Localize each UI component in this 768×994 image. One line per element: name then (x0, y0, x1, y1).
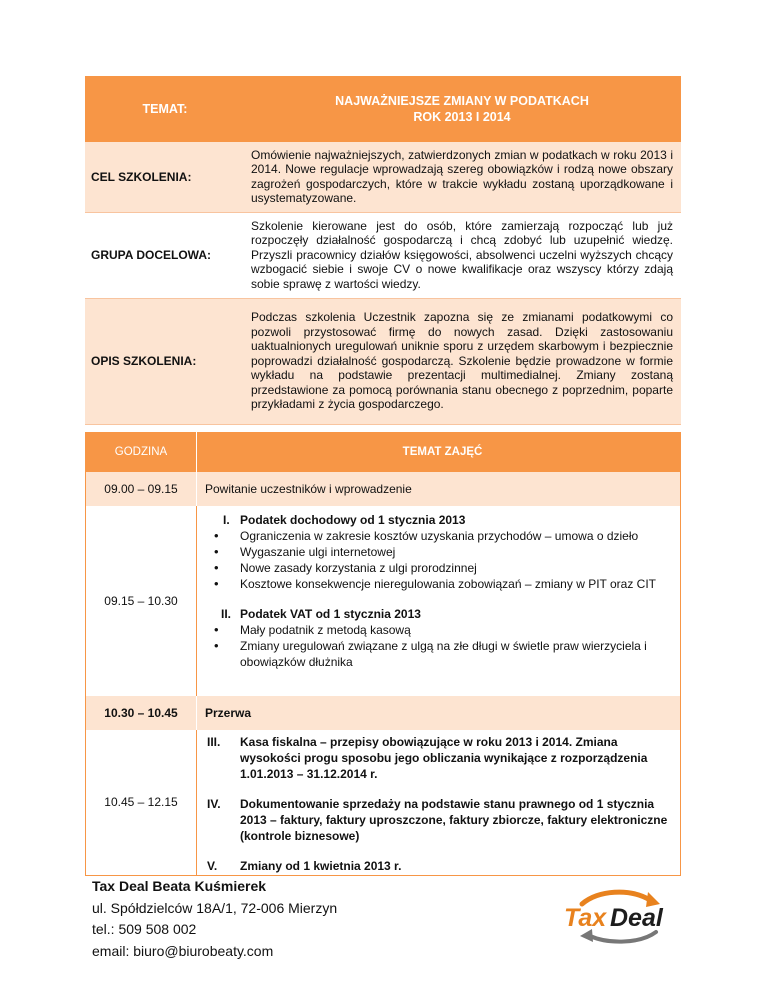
schedule-table (85, 432, 681, 876)
taxdeal-logo (560, 886, 678, 946)
company-address: ul. Spółdzielców 18A/1, 72-006 Mierzyn (92, 899, 338, 916)
section-title: Podatek VAT od 1 stycznia 2013 (240, 607, 421, 621)
logo-arrow-top (582, 892, 650, 904)
section-items (197, 622, 680, 670)
company-email: email: biuro@biurobeaty.com (92, 942, 274, 959)
course-title-line2: ROK 2013 I 2014 (413, 110, 511, 124)
list-item: • Mały podatnik z metodą kasową (197, 622, 680, 638)
section-title: Dokumentowanie sprzedaży na podstawie stanu prawnego od 1 stycznia 2013 – faktury, faktury uproszczone, faktury zbiorcze, faktury elektroniczne (kontrole biznesowe) (240, 797, 668, 843)
hour-cell: 10.45 – 12.15 (86, 730, 197, 875)
section-vat (197, 606, 680, 670)
hour-cell: 09.00 – 09.15 (86, 472, 197, 506)
section-number: III. (207, 735, 221, 749)
section-title: Podatek dochodowy od 1 stycznia 2013 (240, 513, 466, 527)
logo-word-tax: Tax (564, 904, 607, 932)
section-number: I. (223, 513, 230, 527)
section-fiscal-register (197, 734, 680, 782)
topic-cell (197, 506, 681, 696)
info-header-row (85, 76, 681, 142)
schedule-row-welcome (86, 472, 681, 506)
contact-footer (92, 876, 337, 962)
goal-label: CEL SZKOLENIA: (85, 142, 245, 212)
list-item: • Zmiany uregulowań związane z ulgą na złe długi w świetle praw wierzyciela i obowiązków dłużnika (197, 638, 680, 670)
section-number: IV. (207, 797, 221, 811)
hour-column-header: GODZINA (86, 432, 197, 472)
list-item: • Nowe zasady korzystania z ulgi prorodzinnej (197, 560, 680, 576)
course-title-line1: NAJWAŻNIEJSZE ZMIANY W PODATKACH (335, 94, 589, 108)
schedule-row-block2 (86, 730, 681, 875)
section-april-changes (197, 858, 680, 874)
schedule-row-block1 (86, 506, 681, 696)
course-title (245, 76, 681, 142)
section-invoicing (197, 796, 680, 844)
section-title: Kasa fiskalna – przepisy obowiązujące w roku 2013 i 2014. Zmiana wysokości progu sposobu jego obliczania wynikające z rozporządzenia 1.01.2013 – 31.12.2014 r. (240, 735, 648, 781)
hour-cell: 10.30 – 10.45 (86, 696, 197, 730)
hour-cell: 09.15 – 10.30 (86, 506, 197, 696)
topic-cell: Przerwa (197, 696, 681, 730)
goal-text: Omówienie najważniejszych, zatwierdzonych zmian w podatkach w roku 2013 i 2014. Nowe regulacje wprowadzają szereg obowiązków i rodzą nowe obszary zagrożeń gospodarczych, które w trakcie wykładu zostaną uporządkowane i usystematyzowane. (245, 142, 681, 212)
description-text: Podczas szkolenia Uczestnik zapozna się ze zmianami podatkowymi co pozwoli przystosować firmę do nowych zasad. Dzięki zastosowaniu uaktualnionych uregulowań uniknie sporu z urzędem skarbowym i bezpiecznie poprowadzi działalność gospodarczą. Szkolenie będzie prowadzone w formie wykładu na podstawie prezentacji multimedialnej. Zmiany zostaną przedstawione za pomocą porównania stanu obecnego z poprzednim, poparte przykładami z życia gospodarczego. (245, 298, 681, 424)
audience-label: GRUPA DOCELOWA: (85, 212, 245, 298)
description-row (85, 298, 681, 424)
schedule-header-row (86, 432, 681, 472)
goal-row (85, 142, 681, 212)
section-title: Zmiany od 1 kwietnia 2013 r. (240, 859, 402, 873)
audience-text: Szkolenie kierowane jest do osób, które zamierzają rozpocząć lub już rozpoczęły działalność gospodarczą i chcą zdobyć lub uzupełnić wiedzę. Przyszli pracownicy działów księgowości, absolwenci uczelni wyższych chcący wzbogacić siebie i swoje CV o nowe kwalifikacje oraz wszyscy którzy zdają sobie sprawę z wartości wiedzy. (245, 212, 681, 298)
list-item: • Ograniczenia w zakresie kosztów uzyskania przychodów – umowa o dzieło (197, 528, 680, 544)
section-items (197, 528, 680, 592)
list-item: • Wygaszanie ulgi internetowej (197, 544, 680, 560)
company-phone: tel.: 509 508 002 (92, 921, 197, 937)
list-item: • Kosztowe konsekwencje nieregulowania zobowiązań – zmiany w PIT oraz CIT (197, 576, 680, 592)
schedule-row-break (86, 696, 681, 730)
section-income-tax (197, 512, 680, 592)
topic-label: TEMAT: (85, 76, 245, 142)
audience-row (85, 212, 681, 298)
topic-cell (197, 730, 681, 875)
section-number: II. (221, 607, 232, 621)
topic-column-header: TEMAT ZAJĘĆ (197, 432, 681, 472)
course-info-table (85, 76, 681, 425)
section-number: V. (207, 859, 218, 873)
topic-cell: Powitanie uczestników i wprowadzenie (197, 472, 681, 506)
logo-word-deal: Deal (610, 904, 663, 932)
description-label: OPIS SZKOLENIA: (85, 298, 245, 424)
logo-arrow-bottom (590, 932, 656, 942)
company-name: Tax Deal Beata Kuśmierek (92, 878, 267, 894)
